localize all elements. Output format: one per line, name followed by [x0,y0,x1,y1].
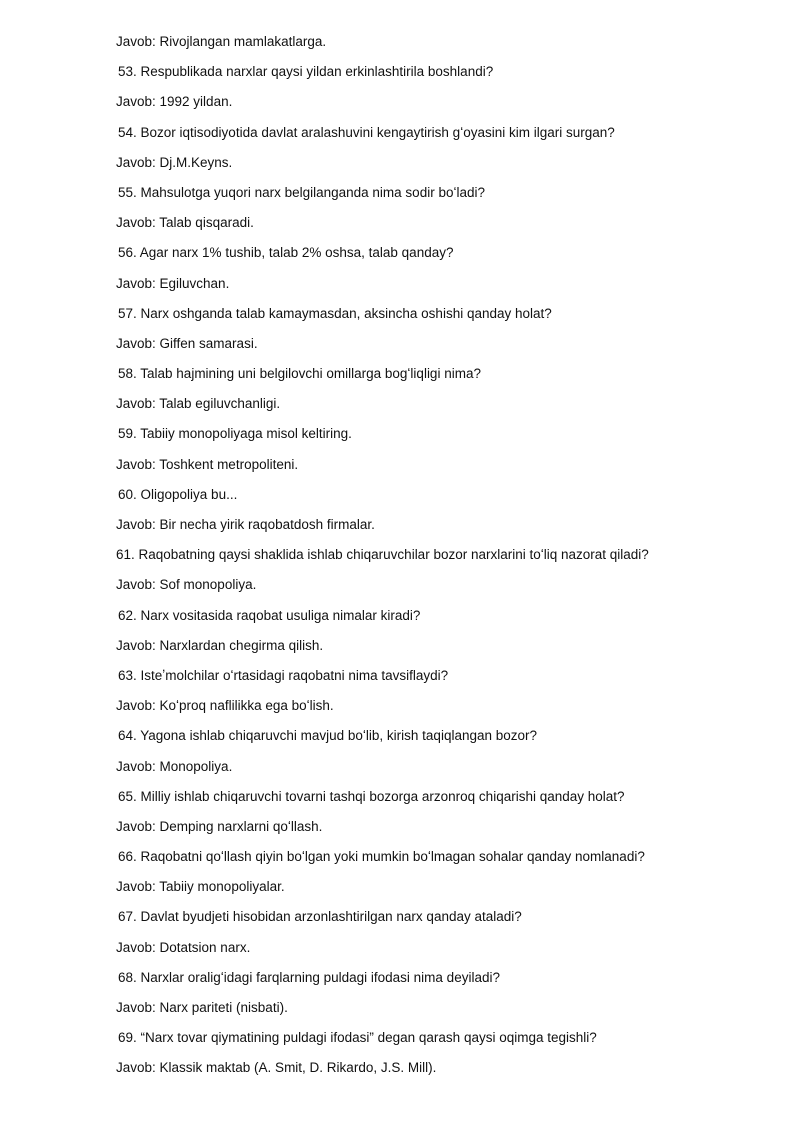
question-line: 60. Oligopoliya bu... [118,486,238,502]
answer-line: Javob: Talab qisqaradi. [116,215,254,231]
answer-line: Javob: Demping narxlarni qoʻllash. [116,818,323,834]
question-line: 61. Raqobatning qaysi shaklida ishlab chiqaruvchilar bozor narxlarini toʻliq nazorat qiladi? [116,547,649,563]
answer-line: Javob: Giffen samarasi. [116,335,258,351]
question-line: 56. Agar narx 1% tushib, talab 2% oshsa, talab qanday? [118,245,454,261]
answer-line: Javob: Talab egiluvchanligi. [116,396,281,412]
question-line: 54. Bozor iqtisodiyotida davlat aralashuvini kengaytirish gʻoyasini kim ilgari surgan? [118,124,615,140]
answer-line: Javob: Rivojlangan mamlakatlarga. [116,34,327,49]
question-line: 59. Tabiiy monopoliyaga misol keltiring. [118,426,352,442]
answer-line: Javob: Klassik maktab (A. Smit, D. Rikardo, J.S. Mill). [116,1060,437,1076]
answer-line: Javob: Narxlardan chegirma qilish. [116,637,324,653]
answer-line: Javob: Narx pariteti (nisbati). [116,1000,288,1015]
answer-line: Javob: Koʻproq naflilikka ega boʻlish. [116,698,334,714]
question-line: 55. Mahsulotga yuqori narx belgilanganda nima sodir boʻladi? [118,184,485,200]
question-line: 57. Narx oshganda talab kamaymasdan, aksincha oshishi qanday holat? [118,305,552,321]
question-line: 63. Isteʼmolchilar oʻrtasidagi raqobatni nima tavsiflaydi? [118,667,449,683]
answer-line: Javob: 1992 yildan. [116,94,233,110]
answer-line: Javob: Dotatsion narx. [116,939,251,955]
answer-line: Javob: Sof monopoliya. [116,577,257,593]
qa-list [116,27,766,1084]
question-line: 67. Davlat byudjeti hisobidan arzonlashtirilgan narx qanday ataladi? [118,909,522,925]
question-line: 66. Raqobatni qoʻllash qiyin boʻlgan yoki mumkin boʻlmagan sohalar qanday nomlanadi? [118,849,645,865]
answer-line: Javob: Tabiiy monopoliyalar. [116,879,285,895]
answer-line: Javob: Toshkent metropoliteni. [116,456,299,472]
question-line: 58. Talab hajmining uni belgilovchi omillarga bogʻliqligi nima? [118,366,481,382]
question-line: 65. Milliy ishlab chiqaruvchi tovarni tashqi bozorga arzonroq chiqarishi qanday holat? [118,788,625,804]
answer-line: Javob: Dj.M.Keyns. [116,154,233,170]
answer-line: Javob: Monopoliya. [116,758,233,774]
question-line: 68. Narxlar oraligʻidagi farqlarning puldagi ifodasi nima deyiladi? [118,969,500,985]
question-line: 62. Narx vositasida raqobat usuliga nimalar kiradi? [118,607,421,623]
question-line: 53. Respublikada narxlar qaysi yildan erkinlashtirila boshlandi? [118,64,494,80]
answer-line: Javob: Egiluvchan. [116,275,230,291]
answer-line: Javob: Bir necha yirik raqobatdosh firmalar. [116,517,375,532]
question-line: 64. Yagona ishlab chiqaruvchi mavjud boʻlib, kirish taqiqlangan bozor? [118,728,538,744]
question-line: 69. “Narx tovar qiymatining puldagi ifodasi” degan qarash qaysi oqimga tegishli? [118,1030,597,1046]
